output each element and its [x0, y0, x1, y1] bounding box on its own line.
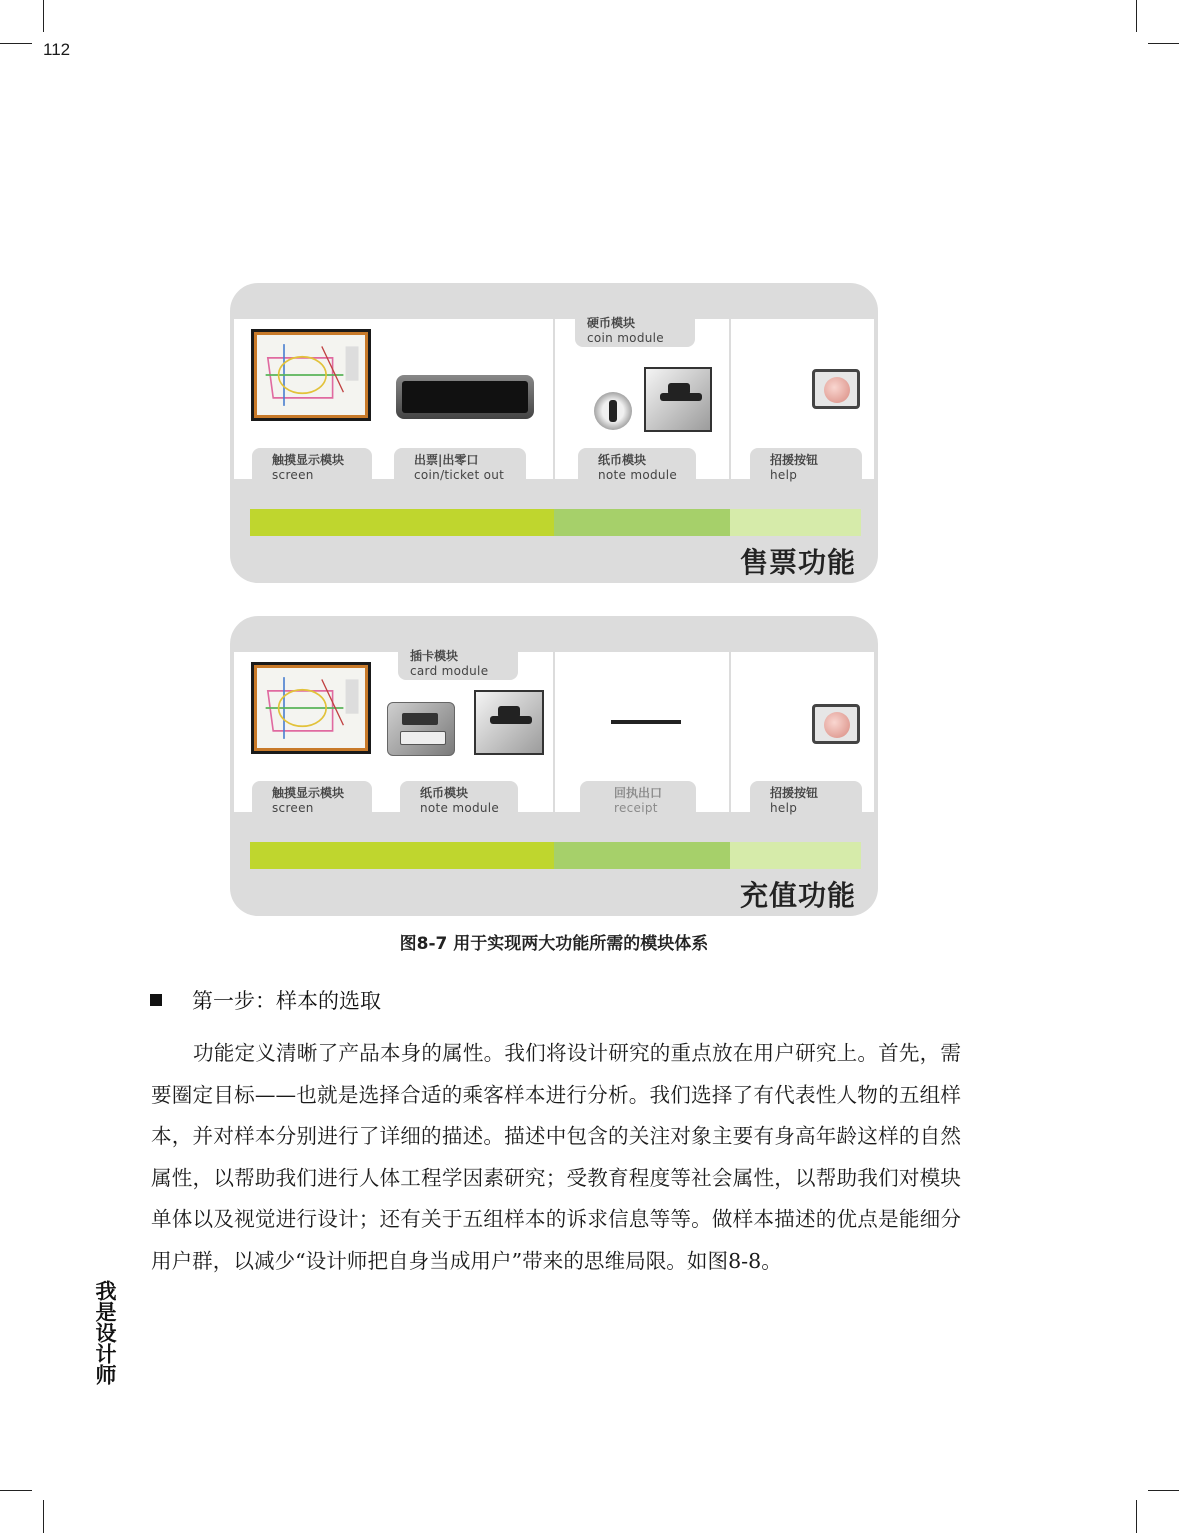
section-heading-text: 第一步：样本的选取 — [192, 989, 381, 1013]
page-number: 112 — [43, 40, 71, 59]
crop-mark — [0, 43, 32, 44]
module-label-screen: 触摸显示模块 screen — [252, 781, 372, 812]
help-button-icon — [812, 369, 860, 409]
panel-title: 售票功能 — [739, 546, 856, 579]
card-module-label: 插卡模块 card module — [398, 646, 518, 680]
receipt-dash-icon — [611, 720, 681, 724]
crop-mark — [1136, 0, 1137, 32]
module-label-screen: 触摸显示模块 screen — [252, 448, 372, 479]
divider — [729, 319, 731, 479]
divider — [553, 652, 555, 812]
module-label-receipt: 回执出口 receipt — [580, 781, 696, 812]
crop-mark — [43, 1500, 44, 1533]
module-label-ticket-out: 出票|出零口 coin/ticket out — [394, 448, 526, 479]
recharge-function-panel — [230, 616, 878, 916]
crop-mark — [0, 1490, 32, 1491]
crop-mark — [1136, 1500, 1137, 1533]
function-bar-segment — [730, 842, 861, 869]
module-label-help: 招援按钮 help — [750, 448, 862, 479]
coin-module-label: 硬币模块 coin module — [575, 313, 695, 347]
help-button-icon — [812, 704, 860, 744]
module-label-note: 纸币模块 note module — [400, 781, 518, 812]
coin-slot-icon — [594, 392, 632, 430]
function-bar-segment — [554, 509, 730, 536]
function-bar-segment — [250, 509, 554, 536]
ticket-function-panel — [230, 283, 878, 583]
figure-caption: 图8-7 用于实现两大功能所需的模块体系 — [399, 934, 709, 954]
touch-screen-icon — [251, 662, 371, 754]
section-heading — [150, 985, 381, 1015]
crop-mark — [1148, 1490, 1179, 1491]
side-label: 我是设计师 — [93, 1280, 117, 1385]
body-paragraph: 功能定义清晰了产品本身的属性。我们将设计研究的重点放在用户研究上。首先，需要圈定目标——也就是选择合适的乘客样本进行分析。我们选择了有代表性人物的五组样本，并对样本分别进行了详细的描述。描述中包含的关注对象主要有身高年龄这样的自然属性，以帮助我们进行人体工程学因素研究；受教育程度等社会属性，以帮助我们对模块单体以及视觉进行设计；还有关于五组样本的诉求信息等等。做样本描述的优点是能细分用户群，以减少“设计师把自身当成用户”带来的思维局限。如图8-8。 — [151, 1041, 961, 1273]
ticket-slot-icon — [396, 375, 534, 419]
function-bar-segment — [730, 509, 861, 536]
module-label-note: 纸币模块 note module — [578, 448, 696, 479]
touch-screen-icon — [251, 329, 371, 421]
function-bar-segment — [554, 842, 730, 869]
function-bar-segment — [250, 842, 554, 869]
note-module-icon — [474, 690, 544, 755]
square-bullet-icon — [150, 994, 162, 1006]
divider — [729, 652, 731, 812]
module-label-help: 招援按钮 help — [750, 781, 862, 812]
note-module-icon — [644, 367, 712, 432]
panel-title: 充值功能 — [739, 879, 856, 912]
crop-mark — [1148, 43, 1179, 44]
crop-mark — [43, 0, 44, 32]
card-slot-icon — [387, 702, 455, 756]
divider — [553, 319, 555, 479]
